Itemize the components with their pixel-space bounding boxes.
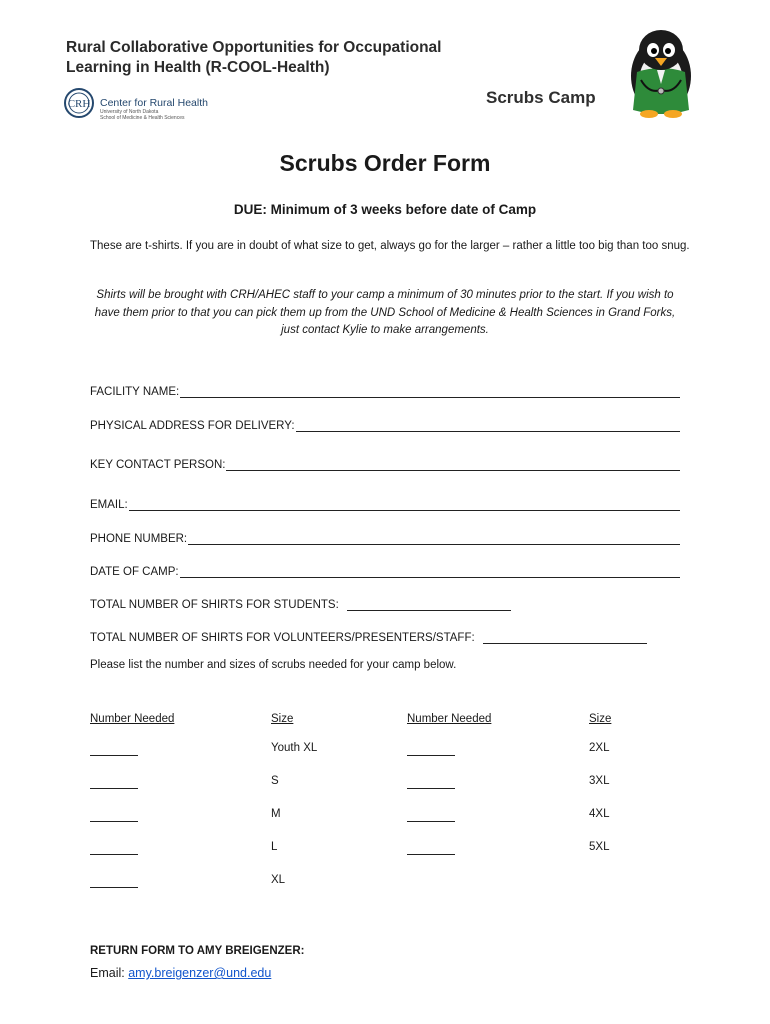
logo-subtitle (100, 110, 185, 121)
qty-input-xl[interactable] (90, 876, 138, 888)
size-xl: XL (271, 874, 286, 886)
volunteer-shirts-line[interactable] (483, 631, 647, 644)
header-size-left: Size (271, 713, 294, 725)
camp-date-field[interactable] (90, 560, 680, 578)
header-number-needed-left: Number Needed (90, 713, 175, 725)
qty-input-s[interactable] (90, 777, 138, 789)
address-line[interactable] (296, 419, 680, 432)
logo-name: Center for Rural Health (100, 97, 208, 109)
program-title-line2: Learning in Health (R-COOL-Health) (66, 59, 330, 76)
qty-input-m[interactable] (90, 810, 138, 822)
qty-input-4xl[interactable] (407, 810, 455, 822)
form-title: Scrubs Order Form (279, 150, 491, 176)
email-label: EMAIL: (90, 499, 128, 511)
list-instruction: Please list the number and sizes of scrubs needed for your camp below. (90, 659, 457, 671)
volunteer-shirts-field[interactable] (90, 626, 647, 644)
program-title-line1: Rural Collaborative Opportunities for Occupational (66, 39, 442, 56)
address-field[interactable] (90, 414, 680, 432)
header-size-right: Size (589, 713, 612, 725)
contact-label: KEY CONTACT PERSON: (90, 459, 226, 471)
size-2xl: 2XL (589, 742, 610, 754)
email-line[interactable] (129, 498, 680, 511)
qty-input-l[interactable] (90, 843, 138, 855)
phone-line[interactable] (188, 532, 680, 545)
size-youth-xl: Youth XL (271, 742, 318, 754)
logo-sub-line1: University of North Dakota (100, 109, 159, 115)
qty-input-5xl[interactable] (407, 843, 455, 855)
program-title (66, 38, 486, 78)
return-label: RETURN FORM TO AMY BREIGENZER: (90, 945, 305, 957)
phone-label: PHONE NUMBER: (90, 533, 188, 545)
email-field[interactable] (90, 493, 680, 511)
size-5xl: 5XL (589, 841, 610, 853)
phone-field[interactable] (90, 527, 680, 545)
qty-input-youth-xl[interactable] (90, 744, 138, 756)
penguin-mascot-icon (617, 24, 705, 118)
size-3xl: 3XL (589, 775, 610, 787)
logo-mark: CRH (67, 98, 91, 110)
return-email-link[interactable]: amy.breigenzer@und.edu (128, 966, 272, 980)
address-label: PHYSICAL ADDRESS FOR DELIVERY: (90, 420, 295, 432)
facility-name-line[interactable] (180, 385, 680, 398)
contact-line[interactable] (226, 458, 680, 471)
delivery-note: Shirts will be brought with CRH/AHEC staff to your camp a minimum of 30 minutes prior to the start. If you wish to have them prior to that you can pick them up from the UND School of Medicine & Health Sciences in Grand Forks, just contact Kylie to make arrangements. (94, 289, 676, 336)
intro-text: These are t-shirts. If you are in doubt of what size to get, always go for the larger – rather a little too big than too snug. (90, 240, 690, 252)
return-email-label: Email: (90, 966, 125, 980)
volunteer-shirts-label: TOTAL NUMBER OF SHIRTS FOR VOLUNTEERS/PRESENTERS/STAFF: (90, 632, 475, 644)
student-shirts-line[interactable] (347, 598, 511, 611)
camp-date-label: DATE OF CAMP: (90, 566, 179, 578)
student-shirts-label: TOTAL NUMBER OF SHIRTS FOR STUDENTS: (90, 599, 339, 611)
size-m: M (271, 808, 281, 820)
qty-input-2xl[interactable] (407, 744, 455, 756)
scrubs-camp-label: Scrubs Camp (486, 88, 596, 107)
contact-field[interactable] (90, 453, 680, 471)
return-email-line (90, 966, 271, 980)
camp-date-line[interactable] (180, 565, 680, 578)
size-4xl: 4XL (589, 808, 610, 820)
due-notice: DUE: Minimum of 3 weeks before date of Camp (233, 202, 537, 217)
logo-sub-line2: School of Medicine & Health Sciences (100, 114, 185, 121)
qty-input-3xl[interactable] (407, 777, 455, 789)
facility-name-label: FACILITY NAME: (90, 386, 180, 398)
size-l: L (271, 841, 278, 853)
size-s: S (271, 775, 279, 787)
header-number-needed-right: Number Needed (407, 713, 492, 725)
student-shirts-field[interactable] (90, 593, 511, 611)
facility-name-field[interactable] (90, 380, 680, 398)
